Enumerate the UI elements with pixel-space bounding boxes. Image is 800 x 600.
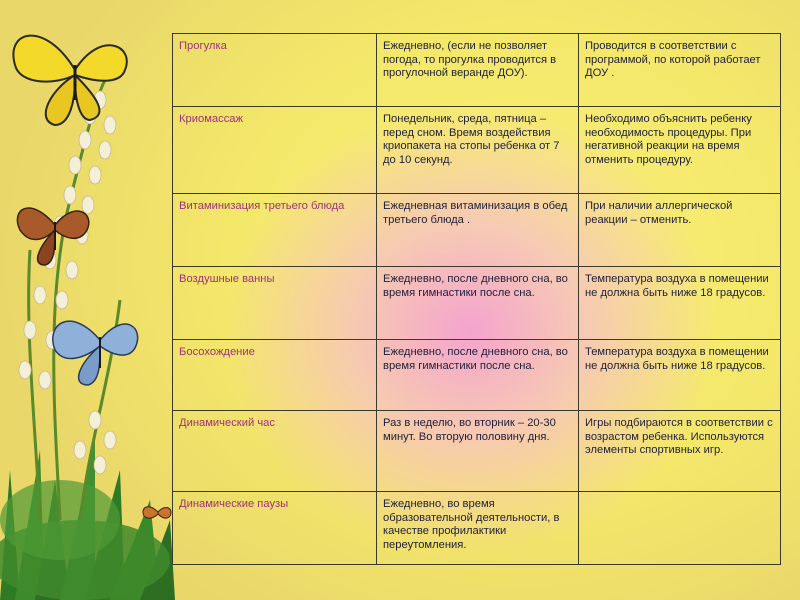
- notes-cell: При наличии аллергической реакции – отменить.: [579, 194, 781, 267]
- activity-cell: Криомассаж: [173, 107, 377, 194]
- health-procedures-table: [172, 33, 781, 565]
- schedule-cell: Ежедневная витаминизация в обед третьего блюда .: [377, 194, 579, 267]
- schedule-cell: Понедельник, среда, пятница – перед сном. Время воздействия криопакета на стопы ребенка от 7 до 10 секунд.: [377, 107, 579, 194]
- table-row: [173, 194, 781, 267]
- health-procedures-table-wrapper: [172, 33, 780, 565]
- table-row: [173, 34, 781, 107]
- notes-cell: Температура воздуха в помещении не должна быть ниже 18 градусов.: [579, 267, 781, 340]
- activity-cell: Витаминизация третьего блюда: [173, 194, 377, 267]
- table-row: [173, 107, 781, 194]
- schedule-cell: Ежедневно, после дневного сна, во время гимнастики после сна.: [377, 340, 579, 411]
- notes-cell: [579, 492, 781, 565]
- yellow-butterfly-icon: [13, 36, 126, 125]
- schedule-cell: Ежедневно, после дневного сна, во время гимнастики после сна.: [377, 267, 579, 340]
- blue-butterfly-icon: [53, 321, 138, 385]
- butterfly-plant-illustration: [0, 0, 175, 600]
- table-row: [173, 340, 781, 411]
- schedule-cell: Ежедневно, (если не позволяет погода, то прогулка проводится в прогулочной веранде ДОУ).: [377, 34, 579, 107]
- notes-cell: Необходимо объяснить ребенку необходимость процедуры. При негативной реакции на время отменить процедуру.: [579, 107, 781, 194]
- activity-cell: Воздушные ванны: [173, 267, 377, 340]
- activity-cell: Босохождение: [173, 340, 377, 411]
- table-row: [173, 267, 781, 340]
- notes-cell: Проводится в соответствии с программой, по которой работает ДОУ .: [579, 34, 781, 107]
- schedule-cell: Ежедневно, во время образовательной деятельности, в качестве профилактики переутомления.: [377, 492, 579, 565]
- brown-butterfly-icon: [17, 208, 88, 265]
- table-row: [173, 492, 781, 565]
- schedule-cell: Раз в неделю, во вторник – 20-30 минут. Во вторую половину дня.: [377, 411, 579, 492]
- small-butterfly-icon: [143, 507, 171, 518]
- table-row: [173, 411, 781, 492]
- activity-cell: Динамические паузы: [173, 492, 377, 565]
- grass-icon: [0, 440, 175, 600]
- notes-cell: Температура воздуха в помещении не должна быть ниже 18 градусов.: [579, 340, 781, 411]
- notes-cell: Игры подбираются в соответствии с возрастом ребенка. Используются элементы спортивных игр.: [579, 411, 781, 492]
- activity-cell: Прогулка: [173, 34, 377, 107]
- activity-cell: Динамический час: [173, 411, 377, 492]
